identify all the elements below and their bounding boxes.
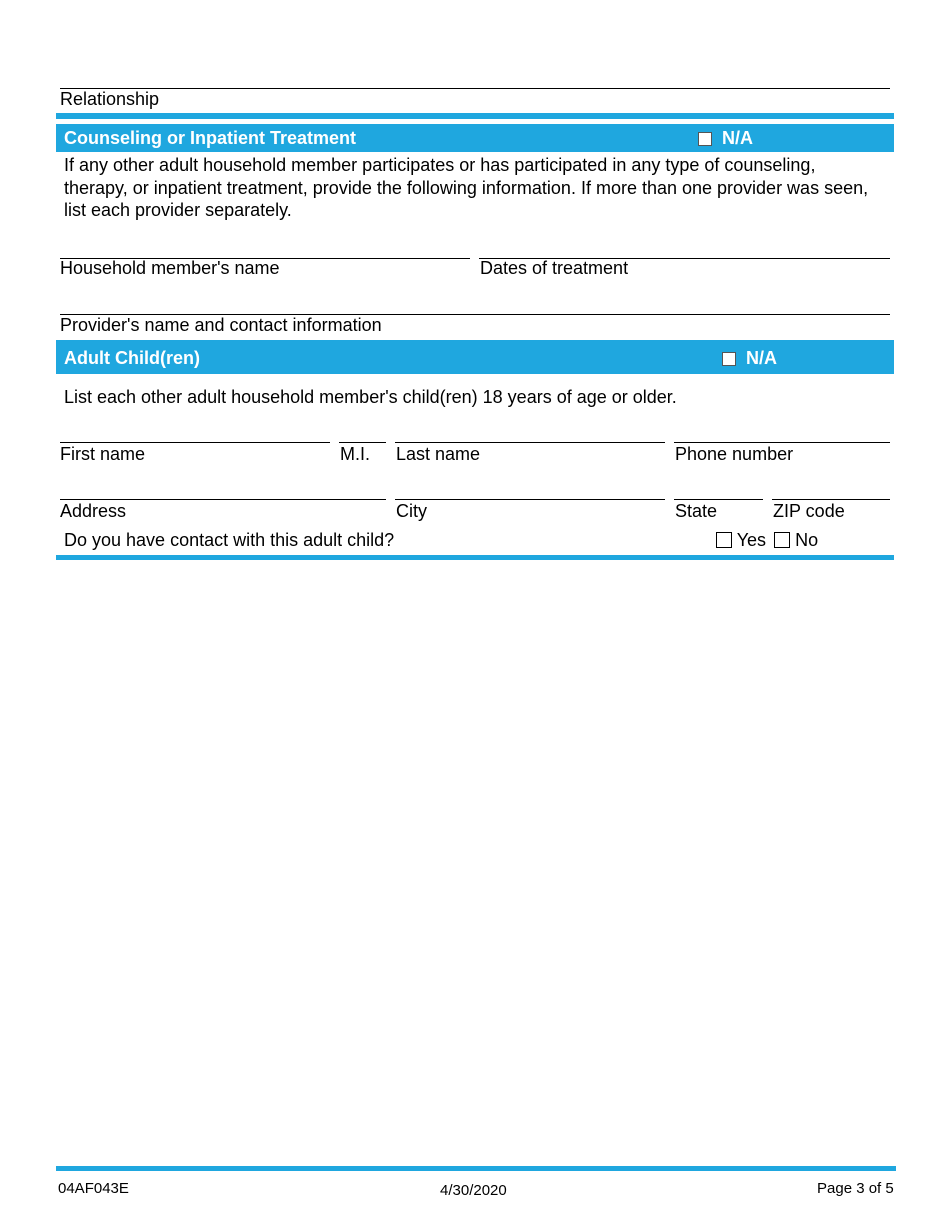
adult-children-na-label: N/A — [746, 348, 777, 368]
dates-label: Dates of treatment — [480, 258, 629, 278]
counseling-instructions: If any other adult household member participates or has participated in any type of counseling, therapy, or inpatient treatment, provide the following information. If more than one provider was seen, list each provider separately. — [64, 155, 869, 220]
footer-divider — [56, 1166, 896, 1171]
city-label: City — [396, 501, 427, 521]
phone-label: Phone number — [675, 444, 794, 464]
no-label: No — [795, 530, 819, 550]
counseling-title: Counseling or Inpatient Treatment — [64, 128, 357, 148]
counseling-section-header — [56, 124, 894, 152]
state-line[interactable] — [674, 499, 763, 500]
first-name-label: First name — [60, 444, 146, 464]
yes-label: Yes — [736, 530, 767, 550]
member-name-label: Household member's name — [60, 258, 280, 278]
counseling-na-label: N/A — [722, 128, 753, 148]
adult-children-instructions: List each other adult household member's child(ren) 18 years of age or older. — [64, 387, 677, 407]
section-divider-top — [56, 113, 894, 119]
form-id: 04AF043E — [58, 1180, 129, 1197]
address-label: Address — [60, 501, 127, 521]
page-number: Page 3 of 5 — [817, 1180, 894, 1197]
mi-line[interactable] — [339, 442, 386, 443]
relationship-label: Relationship — [60, 89, 160, 109]
city-line[interactable] — [395, 499, 665, 500]
section-divider-bottom — [56, 555, 894, 560]
provider-label: Provider's name and contact information — [60, 315, 382, 335]
adult-children-na-option[interactable] — [722, 348, 777, 369]
contact-options — [716, 530, 818, 550]
contact-question: Do you have contact with this adult child? — [64, 530, 395, 550]
yes-checkbox[interactable] — [716, 532, 732, 548]
address-line[interactable] — [60, 499, 386, 500]
no-checkbox[interactable] — [774, 532, 790, 548]
zip-label: ZIP code — [773, 501, 845, 521]
form-date: 4/30/2020 — [440, 1182, 507, 1199]
adult-children-section-header — [56, 340, 894, 374]
adult-children-title: Adult Child(ren) — [64, 348, 200, 368]
counseling-na-checkbox[interactable] — [698, 132, 712, 146]
last-name-label: Last name — [396, 444, 481, 464]
phone-line[interactable] — [674, 442, 890, 443]
adult-children-na-checkbox[interactable] — [722, 352, 736, 366]
state-label: State — [675, 501, 718, 521]
zip-line[interactable] — [772, 499, 890, 500]
relationship-line[interactable] — [60, 88, 890, 89]
first-name-line[interactable] — [60, 442, 330, 443]
last-name-line[interactable] — [395, 442, 665, 443]
counseling-na-option[interactable] — [698, 128, 753, 149]
mi-label: M.I. — [340, 444, 370, 464]
